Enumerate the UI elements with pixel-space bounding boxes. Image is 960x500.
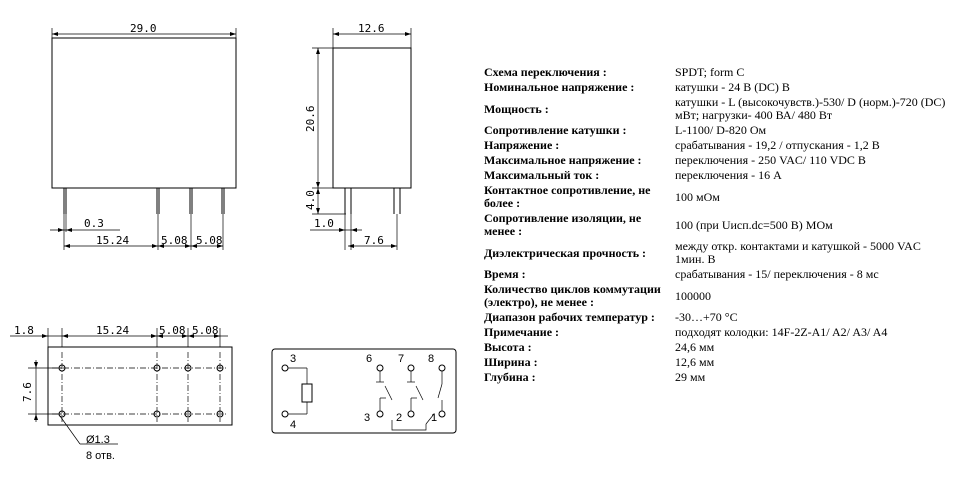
spec-value: катушки - L (высокочувств.)-530/ D (норм.)-720 (DC) мВт; нагрузки- 400 ВА/ 480 Вт bbox=[675, 95, 946, 122]
spec-row bbox=[482, 124, 952, 139]
specs-table bbox=[482, 66, 952, 386]
spec-row bbox=[482, 169, 952, 184]
dim-0-3: 0.3 bbox=[84, 217, 104, 230]
pin-label-1: 1 bbox=[431, 412, 438, 424]
pin-label-7: 7 bbox=[398, 353, 405, 365]
spec-label: Сопротивление катушки : bbox=[484, 123, 627, 137]
dim-5-08-bottom-b: 5.08 bbox=[192, 324, 219, 337]
spec-label: Диапазон рабочих температур : bbox=[484, 310, 655, 324]
spec-row bbox=[482, 371, 952, 386]
spec-row bbox=[482, 212, 952, 240]
side-view bbox=[304, 22, 411, 250]
dim-height-20-6: 20.6 bbox=[304, 105, 317, 132]
spec-label: Напряжение : bbox=[484, 138, 560, 152]
dim-height-4-0: 4.0 bbox=[304, 190, 317, 210]
spec-value: SPDT; form C bbox=[675, 65, 745, 79]
dim-7-6: 7.6 bbox=[364, 234, 384, 247]
spec-value: переключения - 16 А bbox=[675, 168, 782, 182]
spec-row bbox=[482, 283, 952, 311]
pin-label-4: 4 bbox=[290, 419, 297, 431]
dim-15-24-bottom: 15.24 bbox=[96, 324, 130, 337]
spec-value: 24,6 мм bbox=[675, 340, 715, 354]
spec-row bbox=[482, 139, 952, 154]
dim-5-08-b: 5.08 bbox=[196, 234, 223, 247]
spec-row bbox=[482, 184, 952, 212]
dim-1-0: 1.0 bbox=[314, 217, 334, 230]
spec-row bbox=[482, 81, 952, 96]
spec-label: Глубина : bbox=[484, 370, 536, 384]
dim-5-08-bottom-a: 5.08 bbox=[159, 324, 186, 337]
pin-label-2: 2 bbox=[396, 412, 403, 424]
hole-diameter: Ø1.3 bbox=[86, 434, 110, 446]
dim-1-8: 1.8 bbox=[14, 324, 34, 337]
spec-row bbox=[482, 268, 952, 283]
footprint-view bbox=[10, 324, 232, 462]
spec-value: 100000 bbox=[675, 288, 711, 303]
spec-row bbox=[482, 240, 952, 268]
schematic-view bbox=[272, 349, 456, 433]
spec-label: Максимальное напряжение : bbox=[484, 153, 642, 167]
spec-label: Количество циклов коммутации (электро), не менее : bbox=[484, 282, 661, 309]
spec-value: срабатывания - 19,2 / отпускания - 1,2 В bbox=[675, 138, 880, 152]
spec-value: 12,6 мм bbox=[675, 355, 715, 369]
dim-width-29: 29.0 bbox=[130, 22, 157, 35]
relay-dimension-drawing bbox=[0, 0, 470, 500]
spec-label: Контактное сопротивление, не более : bbox=[484, 183, 651, 210]
dim-15-24: 15.24 bbox=[96, 234, 130, 247]
spec-row bbox=[482, 311, 952, 326]
spec-value: L-1100/ D-820 Ом bbox=[675, 123, 767, 137]
spec-row bbox=[482, 66, 952, 81]
spec-row bbox=[482, 154, 952, 169]
spec-label: Ширина : bbox=[484, 355, 538, 369]
spec-label: Сопротивление изоляции, не менее : bbox=[484, 211, 642, 238]
pin-label-8: 8 bbox=[428, 353, 435, 365]
pin-label-3-contact: 3 bbox=[364, 412, 371, 424]
spec-value: срабатывания - 15/ переключения - 8 мс bbox=[675, 267, 879, 281]
spec-value: катушки - 24 В (DC) В bbox=[675, 80, 790, 94]
dim-width-12-6: 12.6 bbox=[358, 22, 385, 35]
spec-value: -30…+70 °C bbox=[675, 310, 738, 324]
spec-label: Схема переключения : bbox=[484, 65, 607, 79]
spec-label: Диэлектрическая прочность : bbox=[484, 245, 647, 260]
dim-7-6-bottom: 7.6 bbox=[21, 382, 34, 402]
spec-label: Максимальный ток : bbox=[484, 168, 600, 182]
spec-value: 100 (при Uисп.dc=500 В) МОм bbox=[675, 217, 833, 232]
spec-label: Высота : bbox=[484, 340, 532, 354]
spec-label: Примечание : bbox=[484, 325, 560, 339]
spec-row bbox=[482, 341, 952, 356]
hole-count: 8 отв. bbox=[86, 450, 115, 462]
spec-value: подходят колодки: 14F-2Z-A1/ A2/ A3/ A4 bbox=[675, 325, 888, 339]
spec-row bbox=[482, 356, 952, 371]
pin-label-6: 6 bbox=[366, 353, 373, 365]
spec-value: переключения - 250 VAC/ 110 VDC В bbox=[675, 153, 866, 167]
spec-value: между откр. контактами и катушкой - 5000 VAC 1мин. В bbox=[675, 239, 921, 266]
spec-row bbox=[482, 326, 952, 341]
spec-label: Время : bbox=[484, 267, 526, 281]
spec-value: 29 мм bbox=[675, 370, 706, 384]
spec-value: 100 мОм bbox=[675, 189, 720, 204]
spec-row bbox=[482, 96, 952, 124]
front-view bbox=[50, 22, 236, 250]
spec-label: Мощность : bbox=[484, 101, 549, 116]
dim-5-08-a: 5.08 bbox=[161, 234, 188, 247]
spec-label: Номинальное напряжение : bbox=[484, 80, 635, 94]
pin-label-3-coil: 3 bbox=[290, 353, 297, 365]
